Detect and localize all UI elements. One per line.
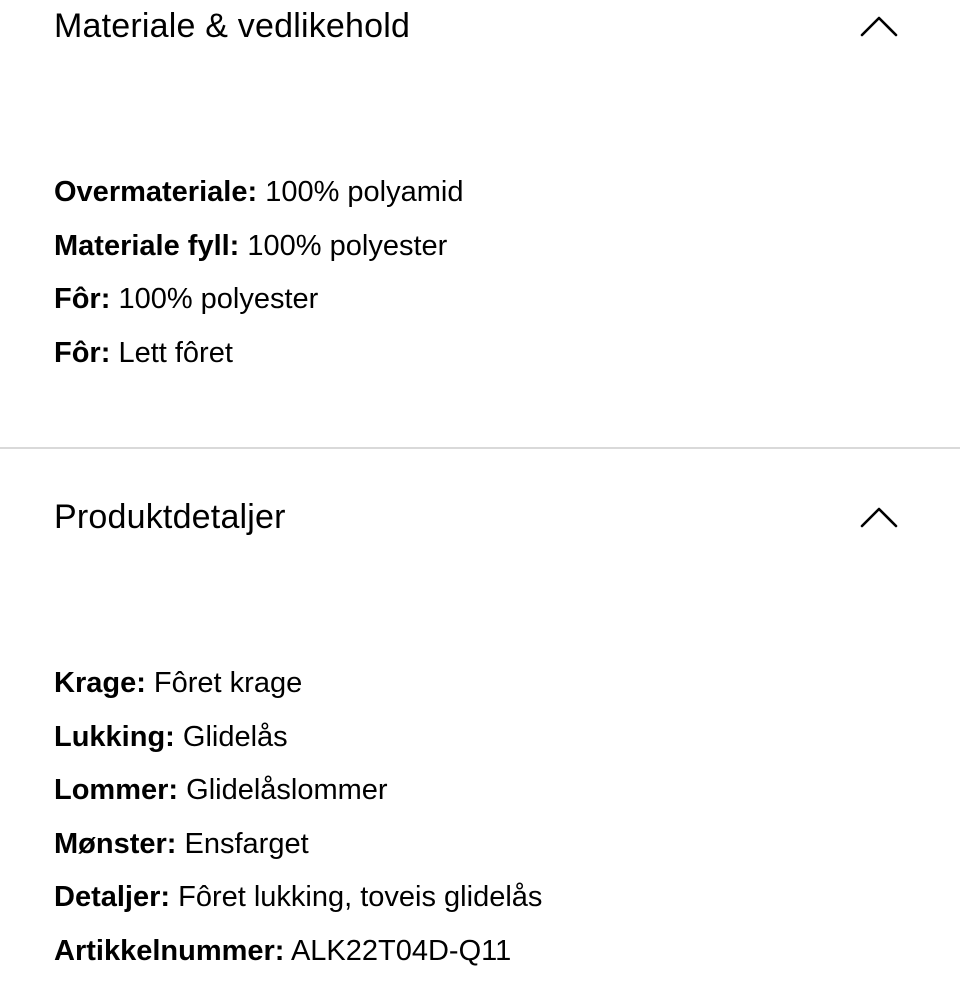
attribute-row-lining — [54, 273, 463, 327]
chevron-up-icon[interactable] — [860, 506, 898, 528]
attribute-row-outer-material — [54, 166, 463, 220]
attribute-value: 100% polyester — [118, 283, 319, 315]
attribute-value: Glidelåslommer — [186, 774, 388, 806]
attribute-row-filling — [54, 220, 463, 274]
material-attribute-list — [54, 166, 463, 380]
product-details-section — [0, 450, 960, 997]
attribute-key: Overmateriale: — [54, 176, 258, 208]
attribute-value: 100% polyester — [247, 229, 448, 262]
attribute-value: Glidelås — [182, 720, 288, 753]
attribute-key: Detaljer: — [54, 881, 171, 913]
attribute-key: Lommer: — [54, 774, 179, 806]
attribute-row-pattern — [54, 818, 542, 872]
attribute-row-details — [54, 871, 542, 925]
material-care-header[interactable] — [0, 0, 960, 60]
chevron-up-icon[interactable] — [860, 15, 898, 37]
attribute-row-closure — [54, 711, 542, 765]
attribute-key: Fôr: — [54, 283, 111, 315]
section-divider — [0, 447, 960, 449]
attribute-key: Lukking: — [54, 720, 175, 753]
product-details-header[interactable] — [0, 450, 960, 536]
attribute-key: Fôr: — [54, 336, 111, 369]
attribute-key: Materiale fyll: — [54, 229, 240, 262]
product-details-title: Produktdetaljer — [54, 498, 286, 536]
attribute-key: Krage: — [54, 667, 146, 699]
attribute-key: Mønster: — [54, 827, 177, 860]
attribute-value: 100% polyamid — [265, 176, 464, 208]
attribute-key: Artikkelnummer: — [54, 934, 285, 967]
material-care-title: Materiale & vedlikehold — [54, 7, 411, 45]
attribute-value: ALK22T04D-Q11 — [290, 934, 512, 967]
attribute-row-lining-type — [54, 327, 463, 381]
material-care-section — [0, 0, 960, 448]
attribute-value: Fôret krage — [153, 667, 303, 699]
attribute-row-article-number — [54, 925, 542, 979]
attribute-row-pockets — [54, 764, 542, 818]
attribute-value: Ensfarget — [184, 827, 309, 860]
attribute-row-collar — [54, 657, 542, 711]
attribute-value: Fôret lukking, toveis glidelås — [178, 881, 543, 913]
attribute-value: Lett fôret — [118, 336, 233, 369]
product-detail-list — [54, 657, 542, 978]
